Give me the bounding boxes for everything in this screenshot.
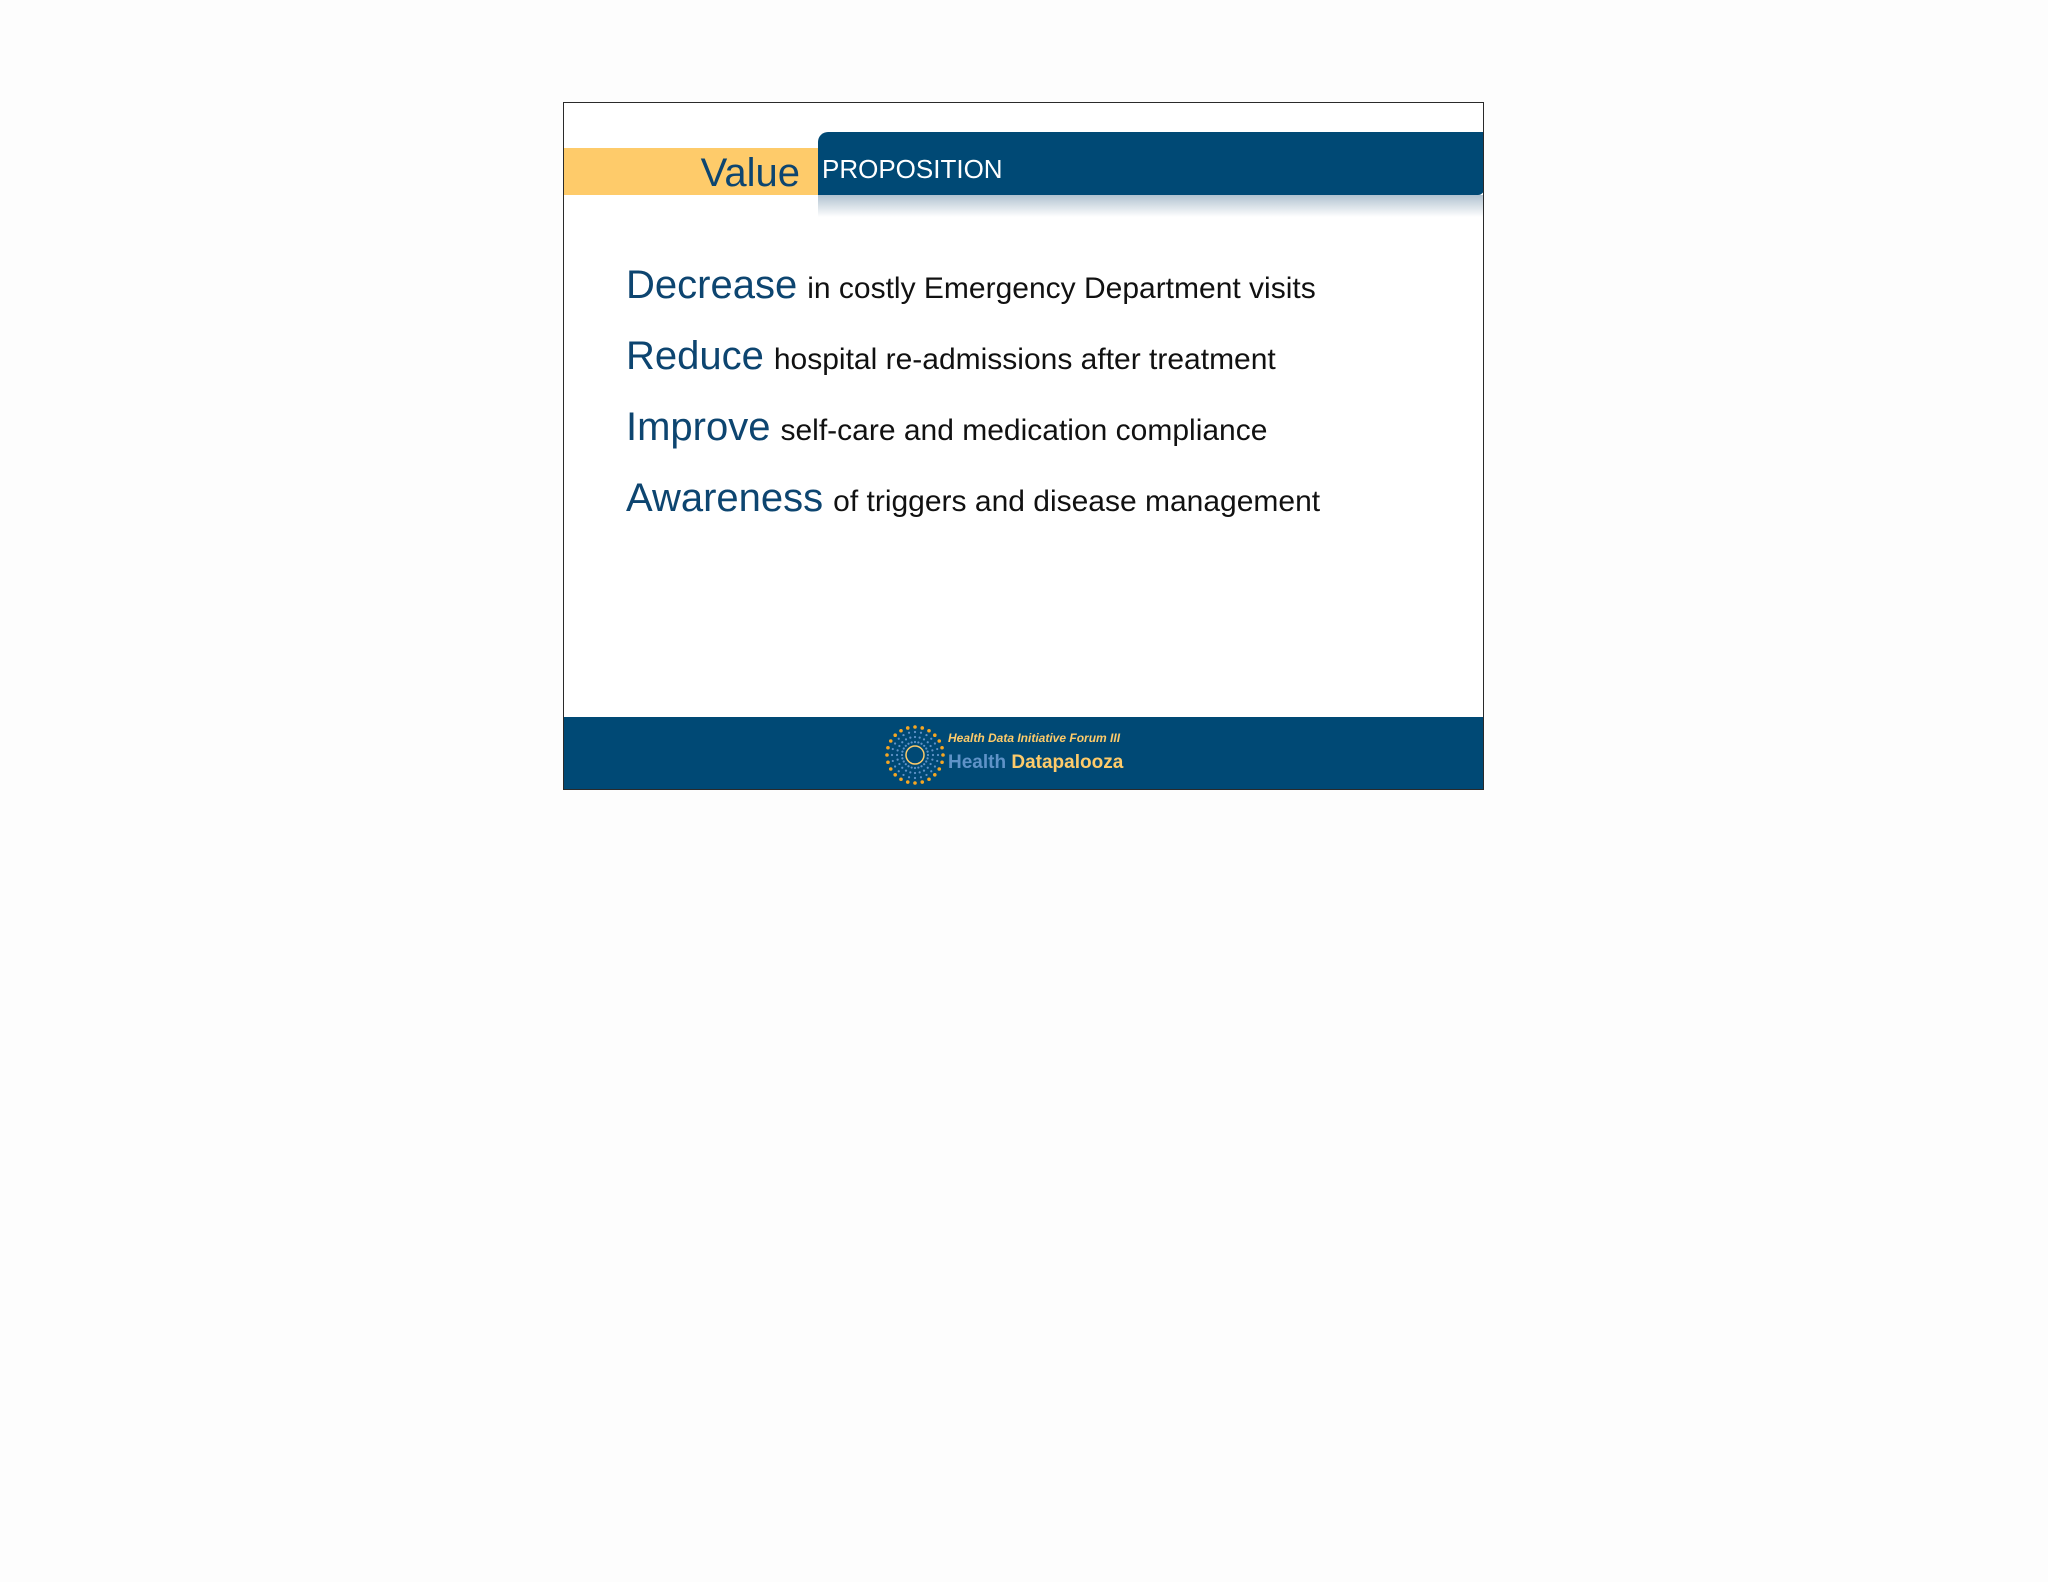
slide-title: Value [700, 151, 800, 195]
title-banner [818, 132, 1484, 195]
bullet-text: in costly Emergency Department visits [807, 272, 1316, 305]
forum-name: Health Data Initiative Forum III [948, 731, 1121, 745]
bullet-keyword: Awareness [626, 476, 824, 520]
brand-name [948, 752, 1123, 774]
slide-subtitle: PROPOSITION [822, 154, 1003, 184]
list-item [626, 476, 1466, 547]
value-list [626, 263, 1466, 547]
bullet-text: of triggers and disease management [833, 485, 1321, 518]
brand-health: Health [948, 752, 1007, 773]
slide [563, 102, 1484, 790]
brand-datapalooza: Datapalooza [1011, 752, 1124, 773]
bullet-keyword: Decrease [626, 263, 798, 307]
list-item [626, 263, 1466, 334]
list-item [626, 334, 1466, 405]
bullet-text: hospital re-admissions after treatment [773, 343, 1276, 376]
list-item [626, 405, 1466, 476]
title-banner-shadow [818, 195, 1484, 217]
bullet-keyword: Improve [626, 405, 771, 449]
bullet-text: self-care and medication compliance [780, 414, 1268, 447]
bullet-keyword: Reduce [626, 334, 764, 378]
starburst-logo-icon [883, 723, 947, 787]
footer-bar [564, 717, 1484, 790]
